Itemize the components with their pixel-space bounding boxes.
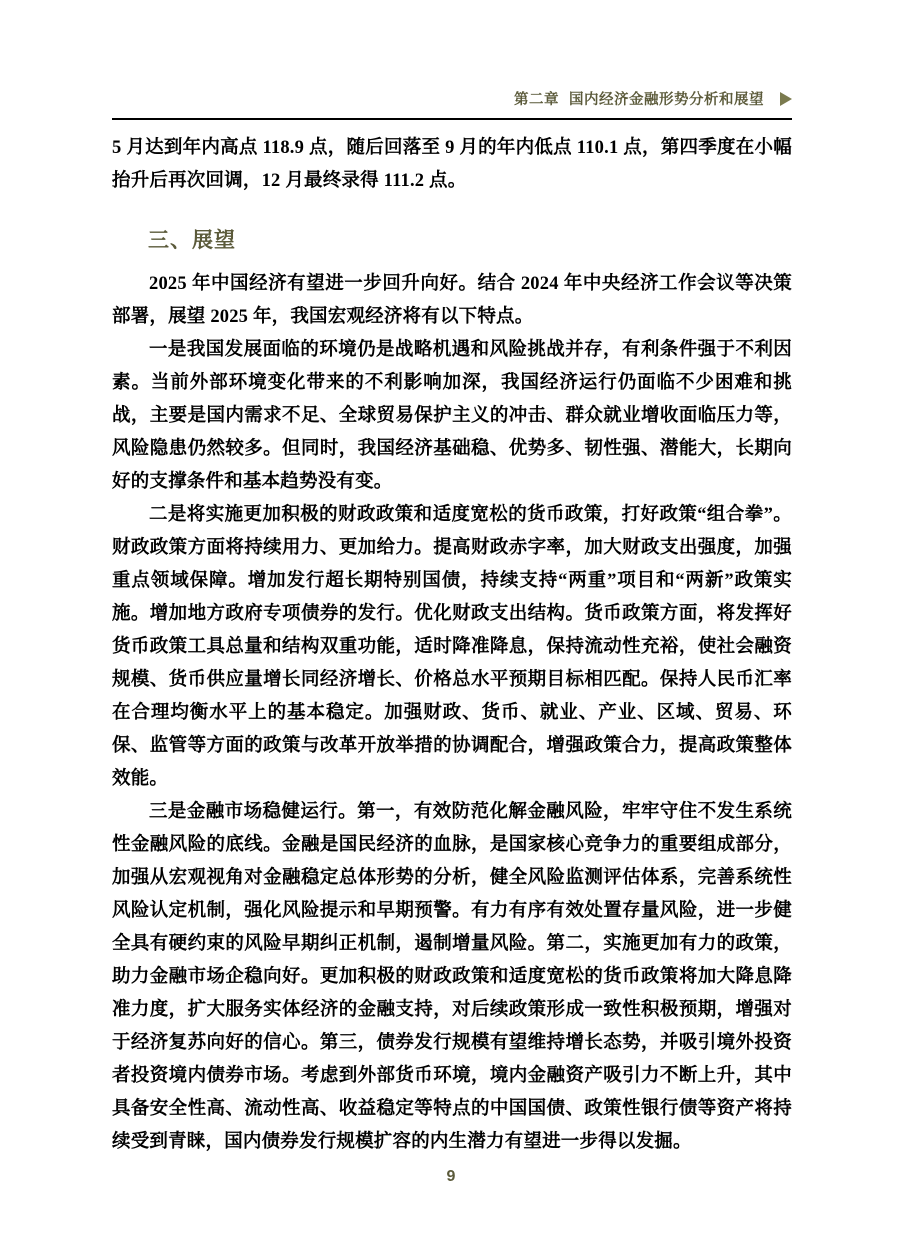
paragraph-point-two: 二是将实施更加积极的财政政策和适度宽松的货币政策，打好政策“组合拳”。财政政策方面将持续用力、更加给力。提高财政赤字率，加大财政支出强度，加强重点领域保障。增加发行超长期特别国债，持续支持“两重”项目和“两新”政策实施。增加地方政府专项债券的发行。优化财政支出结构。货币政策方面，将发挥好货币政策工具总量和结构双重功能，适时降准降息，保持流动性充裕，使社会融资规模、货币供应量增长同经济增长、价格总水平预期目标相匹配。保持人民币汇率在合理均衡水平上的基本稳定。加强财政、货币、就业、产业、区域、贸易、环保、监管等方面的政策与改革开放举措的协调配合，增强政策合力，提高政策整体效能。 (112, 505, 792, 789)
page-number: 9 (446, 1168, 456, 1185)
header-chapter-title: 国内经济金融形势分析和展望 (569, 92, 764, 108)
paragraph-point-one: 一是我国发展面临的环境仍是战略机遇和风险挑战并存，有利条件强于不利因素。当前外部环境变化带来的不利影响加深，我国经济运行仍面临不少困难和挑战，主要是国内需求不足、全球贸易保护主义的冲击、群众就业增收面临压力等，风险隐患仍然较多。但同时，我国经济基础稳、优势多、韧性强、潜能大，长期向好的支撑条件和基本趋势没有变。 (112, 340, 792, 492)
page-footer (0, 1168, 902, 1186)
paragraph-continuation: 5 月达到年内高点 118.9 点，随后回落至 9 月的年内低点 110.1 点，第四季度在小幅抬升后再次回调，12 月最终录得 111.2 点。 (112, 138, 792, 191)
section-heading-outlook: 三、展望 (148, 229, 236, 252)
triangle-right-icon (780, 92, 792, 106)
header-chapter-label: 第二章 (514, 92, 559, 108)
paragraph-point-three: 三是金融市场稳健运行。第一，有效防范化解金融风险，牢牢守住不发生系统性金融风险的底线。金融是国民经济的血脉，是国家核心竞争力的重要组成部分，加强从宏观视角对金融稳定总体形势的分析，健全风险监测评估体系，完善系统性风险认定机制，强化风险提示和早期预警。有力有序有效处置存量风险，进一步健全具有硬约束的风险早期纠正机制，遏制增量风险。第二，实施更加有力的政策，助力金融市场企稳向好。更加积极的财政政策和适度宽松的货币政策将加大降息降准力度，扩大服务实体经济的金融支持，对后续政策形成一致性积极预期，增强对于经济复苏向好的信心。第三，债券发行规模有望维持增长态势，并吸引境外投资者投资境内债券市场。考虑到外部货币环境，境内金融资产吸引力不断上升，其中具备安全性高、流动性高、收益稳定等特点的中国国债、政策性银行债等资产将持续受到青睐，国内债券发行规模扩容的内生潜力有望进一步得以发掘。 (112, 802, 792, 1152)
paragraph-outlook-intro: 2025 年中国经济有望进一步回升向好。结合 2024 年中央经济工作会议等决策部署，展望 2025 年，我国宏观经济将有以下特点。 (112, 274, 792, 327)
header-divider (112, 118, 792, 120)
page-content (112, 132, 792, 1159)
running-header (112, 88, 792, 109)
